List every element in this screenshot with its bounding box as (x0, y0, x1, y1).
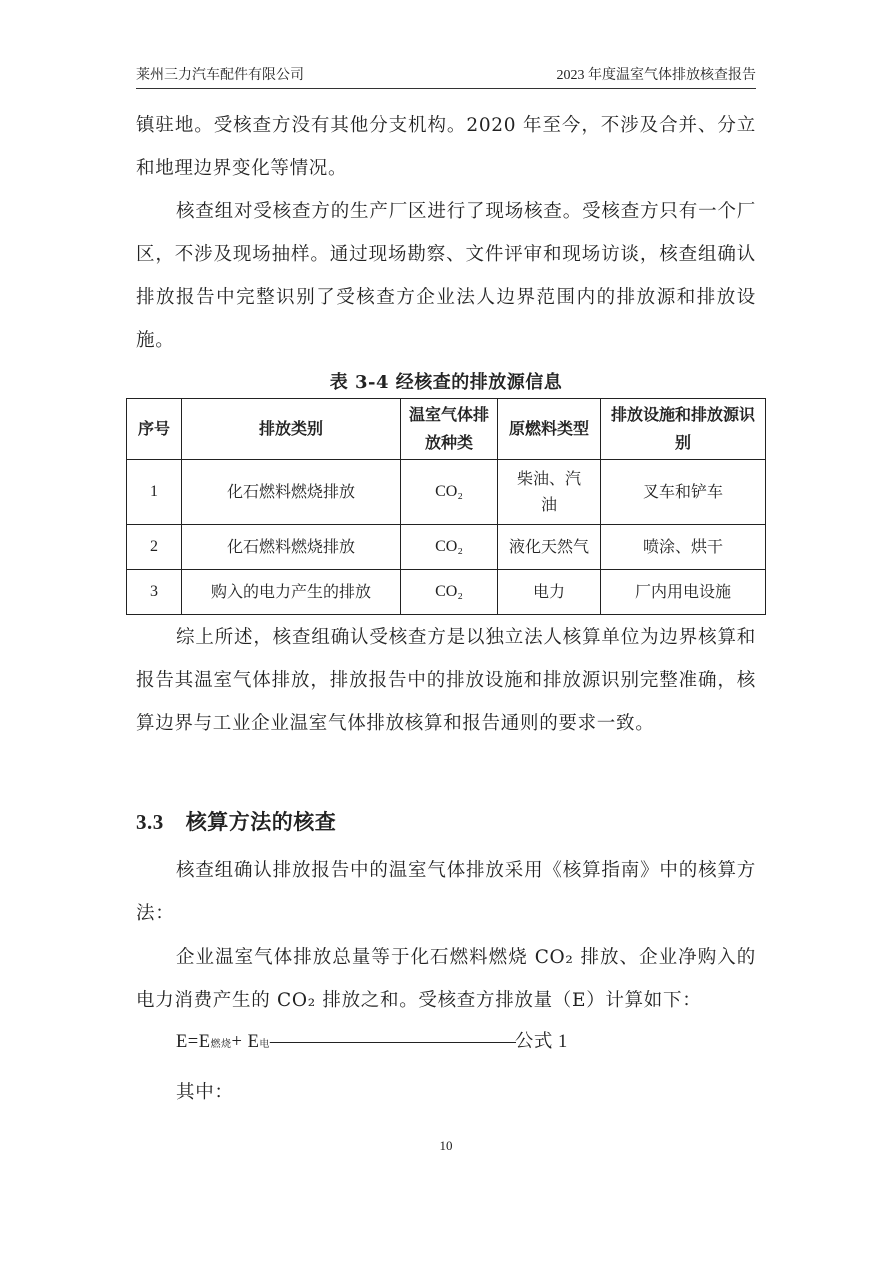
table-row (127, 570, 766, 615)
cell-ghg: CO₂ (401, 525, 498, 570)
cell-fuel: 柴油、汽油 (498, 460, 601, 525)
paragraph-total-emission: 企业温室气体排放总量等于化石燃料燃烧 CO₂ 排放、企业净购入的电力消费产生的 CO₂ 排放之和。受核查方排放量（E）计算如下： (136, 947, 756, 1011)
cell-facility: 喷涂、烘干 (601, 525, 766, 570)
cell-ghg: CO₂ (401, 460, 498, 525)
cell-serial: 1 (127, 460, 182, 525)
paragraph-where: 其中： (176, 1082, 234, 1103)
header-serial: 序号 (127, 399, 182, 460)
paragraph-scope-continued: 镇驻地。受核查方没有其他分支机构。2020 年至今，不涉及合并、分立和地理边界变化等情况。 (136, 115, 756, 179)
formula-sub-combustion: 燃烧 (210, 1039, 232, 1050)
emission-source-table (126, 398, 766, 615)
formula-1 (176, 1027, 568, 1053)
section-title: 核算方法的核查 (185, 809, 337, 834)
section-number: 3.3 (136, 810, 164, 834)
table-row (127, 525, 766, 570)
page-header (136, 62, 756, 89)
cell-category: 购入的电力产生的排放 (182, 570, 401, 615)
table-header-row (127, 399, 766, 460)
section-heading (136, 806, 336, 836)
formula-plus: + E (231, 1032, 260, 1052)
page-number: 10 (439, 1138, 453, 1153)
table-row (127, 460, 766, 525)
formula-dashes: —————————————— (269, 1032, 515, 1052)
header-company: 莱州三力汽车配件有限公司 (136, 68, 304, 83)
paragraph-site-verification: 核查组对受核查方的生产厂区进行了现场核查。受核查方只有一个厂区，不涉及现场抽样。通过现场勘察、文件评审和现场访谈，核查组确认排放报告中完整识别了受核查方企业法人边界范围内的排放源和排放设施。 (136, 201, 756, 351)
table-caption: 表 3-4 经核查的排放源信息 (329, 372, 563, 393)
cell-facility: 叉车和铲车 (601, 460, 766, 525)
cell-facility: 厂内用电设施 (601, 570, 766, 615)
header-emission-category: 排放类别 (182, 399, 401, 460)
cell-serial: 3 (127, 570, 182, 615)
formula-lhs: E=E (176, 1032, 211, 1052)
cell-fuel: 电力 (498, 570, 601, 615)
cell-serial: 2 (127, 525, 182, 570)
header-ghg-type: 温室气体排放种类 (401, 399, 498, 460)
header-fuel-type: 原燃料类型 (498, 399, 601, 460)
paragraph-method: 核查组确认排放报告中的温室气体排放采用《核算指南》中的核算方法： (136, 860, 756, 924)
cell-category: 化石燃料燃烧排放 (182, 460, 401, 525)
header-facility-source: 排放设施和排放源识别 (601, 399, 766, 460)
cell-fuel: 液化天然气 (498, 525, 601, 570)
formula-label: 公式 1 (514, 1032, 568, 1052)
cell-ghg: CO₂ (401, 570, 498, 615)
cell-category: 化石燃料燃烧排放 (182, 525, 401, 570)
formula-sub-electricity: 电 (259, 1039, 270, 1050)
paragraph-summary: 综上所述，核查组确认受核查方是以独立法人核算单位为边界核算和报告其温室气体排放，排放报告中的排放设施和排放源识别完整准确，核算边界与工业企业温室气体排放核算和报告通则的要求一致。 (136, 627, 756, 734)
header-report-title: 2023 年度温室气体排放核查报告 (556, 68, 756, 83)
